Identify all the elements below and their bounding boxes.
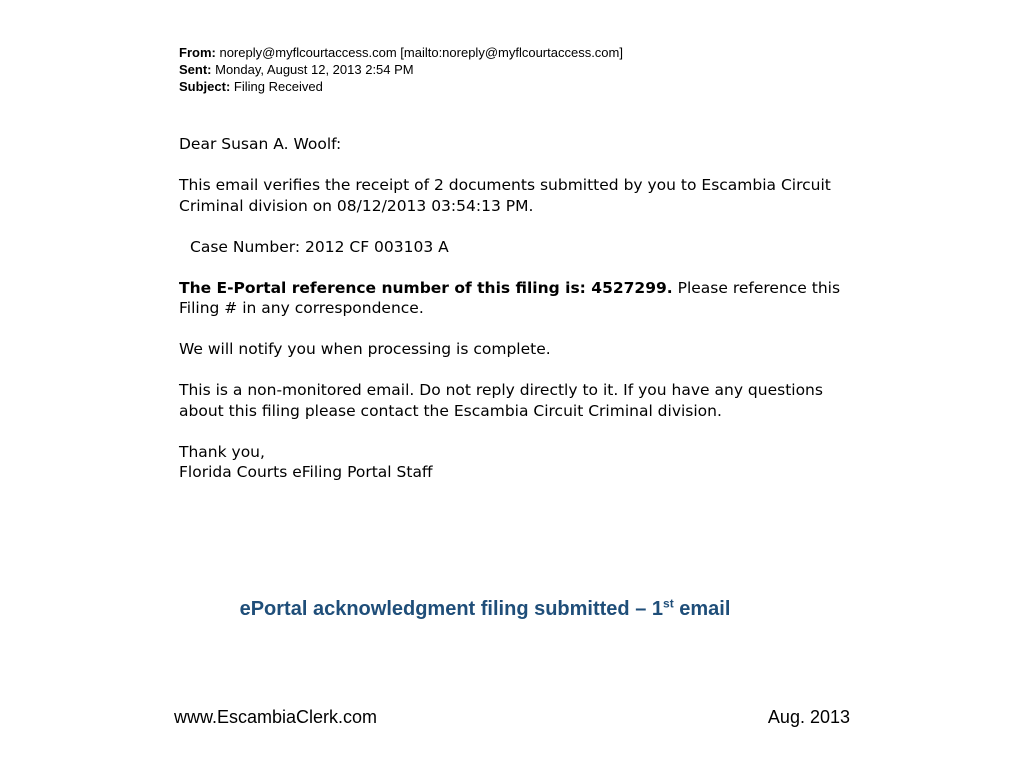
subject-line xyxy=(179,78,623,95)
non-monitored-paragraph: This is a non-monitored email. Do not reply directly to it. If you have any questions about this filing please contact the Escambia Circuit Criminal division. xyxy=(179,381,823,420)
sent-line xyxy=(179,61,623,78)
from-line xyxy=(179,44,623,61)
from-value: noreply@myflcourtaccess.com [mailto:noreply@myflcourtaccess.com] xyxy=(219,45,623,60)
email-body xyxy=(179,134,859,483)
case-number: Case Number: 2012 CF 003103 A xyxy=(190,237,449,256)
closing: Thank you, xyxy=(179,442,265,461)
sent-label: Sent: xyxy=(179,62,212,77)
slide-caption xyxy=(0,598,970,621)
caption-superscript: st xyxy=(663,596,674,611)
subject-label: Subject: xyxy=(179,79,231,94)
caption-suffix: email xyxy=(673,598,731,620)
email-header xyxy=(179,44,623,95)
footer-website: www.EscambiaClerk.com xyxy=(174,707,378,727)
footer-date: Aug. 2013 xyxy=(767,707,850,727)
reference-number-statement: The E-Portal reference number of this filing is: 4527299. xyxy=(179,278,673,297)
sent-value: Monday, August 12, 2013 2:54 PM xyxy=(215,62,414,77)
caption-prefix: ePortal acknowledgment filing submitted – 1 xyxy=(239,598,664,620)
subject-value: Filing Received xyxy=(233,79,323,94)
greeting: Dear Susan A. Woolf: xyxy=(179,135,342,153)
reference-paragraph xyxy=(179,278,859,319)
verification-paragraph: This email verifies the receipt of 2 documents submitted by you to Escambia Circuit Criminal division on 08/12/2013 03:54:13 PM. xyxy=(179,176,831,215)
from-label: From: xyxy=(179,45,216,60)
reference-instruction: Please reference this Filing # in any correspondence. xyxy=(179,278,841,317)
notify-paragraph: We will notify you when processing is complete. xyxy=(179,340,551,358)
signature: Florida Courts eFiling Portal Staff xyxy=(179,463,433,481)
